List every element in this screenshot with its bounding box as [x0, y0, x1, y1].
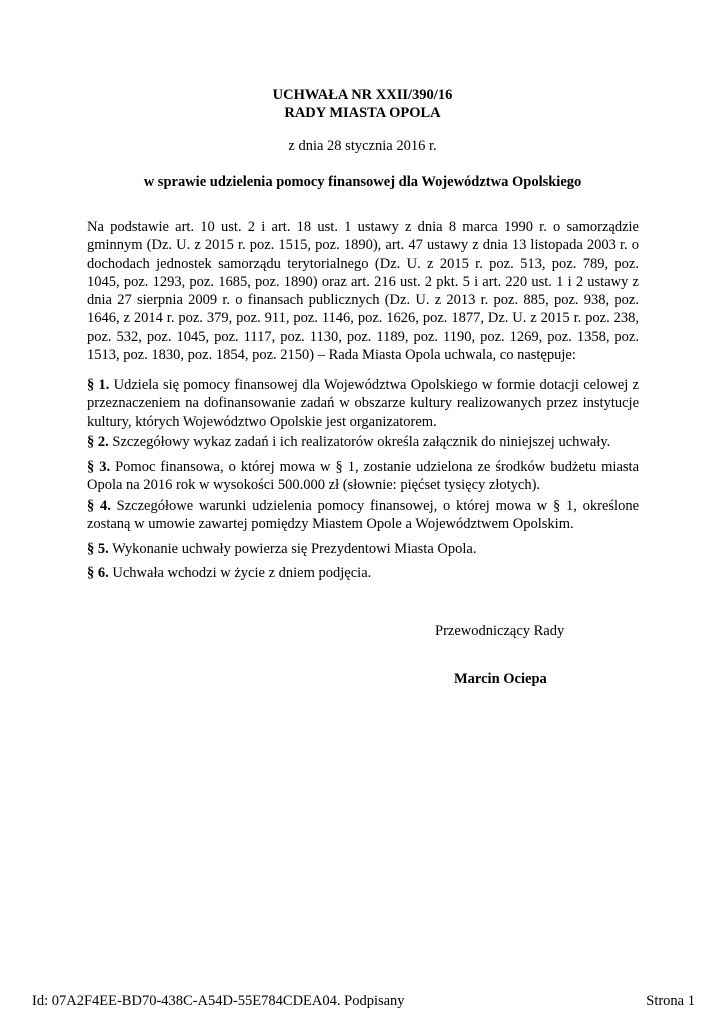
paragraph-symbol: § 5.	[87, 541, 109, 557]
paragraph-1	[87, 376, 639, 431]
paragraph-symbol: § 2.	[87, 434, 109, 450]
paragraph-3	[87, 458, 639, 495]
paragraph-5	[87, 540, 639, 558]
legal-basis: Na podstawie art. 10 ust. 2 i art. 18 ust. 1 ustawy z dnia 8 marca 1990 r. o samorządzie gminnym (Dz. U. z 2015 r. poz. 1515, poz. 1890), art. 47 ustawy z dnia 13 listopada 2003 r. o dochodach jednostek samorządu terytorialnego (Dz. U. z 2015 r. poz. 513, poz. 789, poz. 1045, poz. 1293, poz. 1685, poz. 1890) oraz art. 216 ust. 2 pkt. 5 i art. 220 ust. 1 i 2 ustawy z dnia 27 sierpnia 2009 r. o finansach publicznych (Dz. U. z 2013 r. poz. 885, poz. 938, poz. 1646, z 2014 r. poz. 379, poz. 911, poz. 1146, poz. 1626, poz. 1877, Dz. U. z 2015 r. poz. 238, poz. 532, poz. 1045, poz. 1117, poz. 1130, poz. 1189, poz. 1190, poz. 1269, poz. 1358, poz. 1513, poz. 1830, poz. 1854, poz. 2150) – Rada Miasta Opola uchwala, co następuje:	[87, 219, 639, 364]
signatory-name: Marcin Ociepa	[454, 671, 547, 687]
paragraph-text: Pomoc finansowa, o której mowa w § 1, zostanie udzielona ze środków budżetu miasta Opola na 2016 rok w wysokości 500.000 zł (słownie: pięćset tysięcy złotych).	[87, 459, 640, 494]
paragraph-4	[87, 497, 639, 534]
paragraph-symbol: § 1.	[87, 377, 110, 393]
page-number: Strona 1	[646, 993, 695, 1009]
paragraph-symbol: § 3.	[87, 459, 111, 475]
document-id: Id: 07A2F4EE-BD70-438C-A54D-55E784CDEA04. Podpisany	[32, 993, 405, 1009]
paragraph-symbol: § 4.	[87, 498, 111, 514]
signatory-role: Przewodniczący Rady	[435, 623, 565, 639]
council-name: RADY MIASTA OPOLA	[284, 105, 441, 121]
paragraph-text: Uchwała wchodzi w życie z dniem podjęcia.	[108, 565, 372, 581]
paragraph-2	[87, 433, 639, 451]
resolution-subject: w sprawie udzielenia pomocy finansowej dla Województwa Opolskiego	[143, 174, 582, 190]
paragraph-text: Wykonanie uchwały powierza się Prezydentowi Miasta Opola.	[108, 541, 477, 557]
paragraph-text: Szczegółowe warunki udzielenia pomocy finansowej, o której mowa w § 1, określone zostaną w umowie zawartej pomiędzy Miastem Opole a Województwem Opolskim.	[87, 498, 639, 533]
resolution-date: z dnia 28 stycznia 2016 r.	[288, 138, 437, 154]
paragraph-text: Szczegółowy wykaz zadań i ich realizatorów określa załącznik do niniejszej uchwały.	[108, 434, 611, 450]
paragraph-symbol: § 6.	[87, 565, 109, 581]
resolution-number: UCHWAŁA NR XXII/390/16	[272, 87, 453, 103]
paragraph-text: Udziela się pomocy finansowej dla Województwa Opolskiego w formie dotacji celowej z przeznaczeniem na dofinansowanie zadań w obszarze kultury realizowanych przez instytucje kultury, których Województwo Opolskie jest organizatorem.	[87, 377, 639, 430]
paragraph-6	[87, 564, 639, 582]
